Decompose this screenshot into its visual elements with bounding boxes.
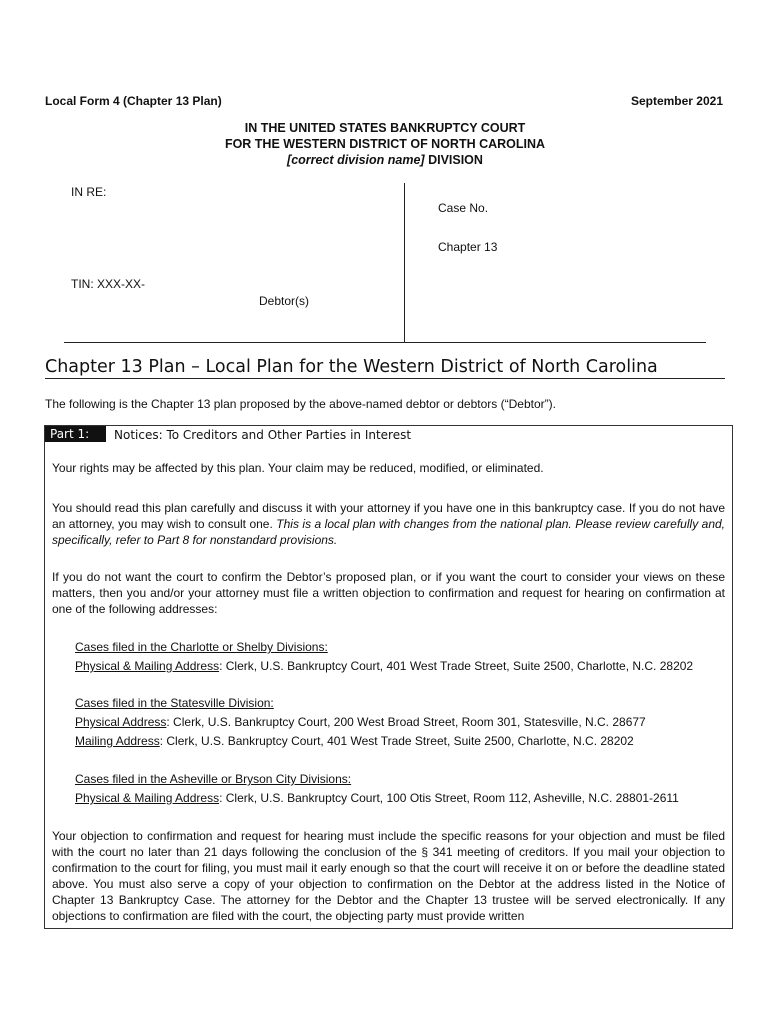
notice-read-plan-paragraph: [52, 500, 725, 548]
notice-objection-paragraph: If you do not want the court to confirm the Debtor’s proposed plan, or if you want the court to consider your views on these matters, then you and/or your attorney must file a written objection to confirmation and request for hearing on confirmation at one of the following addresses:: [52, 570, 725, 616]
read-plan-text: You should read this plan carefully and discuss it with your attorney if you have one in this bankruptcy case. If you do not have an attorney, you may wish to consult one.: [52, 501, 725, 531]
form-label: Local Form 4 (Chapter 13 Plan): [45, 94, 222, 108]
division-placeholder: [correct division name]: [287, 153, 425, 167]
asheville-heading: Cases filed in the Asheville or Bryson City Divisions:: [75, 772, 352, 786]
chapter-label: Chapter 13: [438, 240, 498, 254]
asheville-address-text: : Clerk, U.S. Bankruptcy Court, 100 Otis Street, Room 112, Asheville, N.C. 28801-2611: [219, 791, 679, 805]
case-no-label: Case No.: [438, 201, 489, 215]
charlotte-address-label: Physical & Mailing Address: [75, 659, 220, 673]
in-re-label: IN RE:: [71, 185, 107, 199]
statesville-physical-label: Physical Address: [75, 715, 167, 729]
notice-deadline-paragraph: Your objection to confirmation and request for hearing must include the specific reasons for your objection and must be filed with the court no later than 21 days following the conclusion of the § 341 meeting of creditors. If you mail your objection to confirmation to the court for filing, you must mail it early enough so that the court will receive it on or before the deadline stated above. You must also serve a copy of your objection to confirmation on the Debtor at the address listed in the Notice of Chapter 13 Bankruptcy Case. The attorney for the Debtor and the Chapter 13 trustee will be served electronically. If any objections to confirmation are filed with the court, the objecting party must provide written: [52, 829, 725, 923]
charlotte-heading: Cases filed in the Charlotte or Shelby Divisions:: [75, 640, 328, 654]
charlotte-address: [75, 657, 725, 676]
tin-label: TIN: XXX-XX-: [71, 277, 146, 291]
form-date: September 2021: [630, 94, 723, 108]
statesville-heading: Cases filed in the Statesville Division:: [75, 696, 274, 710]
statesville-physical-text: : Clerk, U.S. Bankruptcy Court, 200 West Broad Street, Room 301, Statesville, N.C. 28677: [166, 715, 646, 729]
charlotte-address-text: : Clerk, U.S. Bankruptcy Court, 401 West Trade Street, Suite 2500, Charlotte, N.C. 28202: [219, 659, 694, 673]
asheville-address-label: Physical & Mailing Address: [75, 791, 220, 805]
statesville-physical-address: [75, 713, 725, 732]
statesville-mailing-address: [75, 732, 725, 751]
statesville-mailing-text: : Clerk, U.S. Bankruptcy Court, 401 West Trade Street, Suite 2500, Charlotte, N.C. 28202: [159, 734, 634, 748]
asheville-address: [75, 789, 725, 808]
court-name-line2: FOR THE WESTERN DISTRICT OF NORTH CAROLINA: [224, 137, 546, 151]
court-division: [0, 153, 770, 167]
court-name-line1: IN THE UNITED STATES BANKRUPTCY COURT: [244, 121, 526, 135]
caption-vertical-divider: [404, 183, 405, 343]
part1-label: Part 1:: [45, 426, 106, 442]
part1-title: Notices: To Creditors and Other Parties in Interest: [114, 428, 412, 442]
notice-rights-paragraph: Your rights may be affected by this plan. Your claim may be reduced, modified, or eliminated.: [52, 461, 544, 475]
statesville-mailing-label: Mailing Address: [75, 734, 160, 748]
part1-section: [44, 425, 733, 929]
plan-intro: The following is the Chapter 13 plan proposed by the above-named debtor or debtors (“Debtor”).: [45, 397, 556, 411]
division-suffix: DIVISION: [424, 153, 483, 167]
caption-horizontal-divider: [64, 342, 706, 343]
local-plan-note: This is a local plan with changes from the national plan. Please review carefully and, specifically, refer to Part 8 for nonstandard provisions.: [52, 517, 726, 547]
debtor-label: Debtor(s): [259, 294, 310, 308]
plan-title: Chapter 13 Plan – Local Plan for the Western District of North Carolina: [45, 357, 725, 379]
